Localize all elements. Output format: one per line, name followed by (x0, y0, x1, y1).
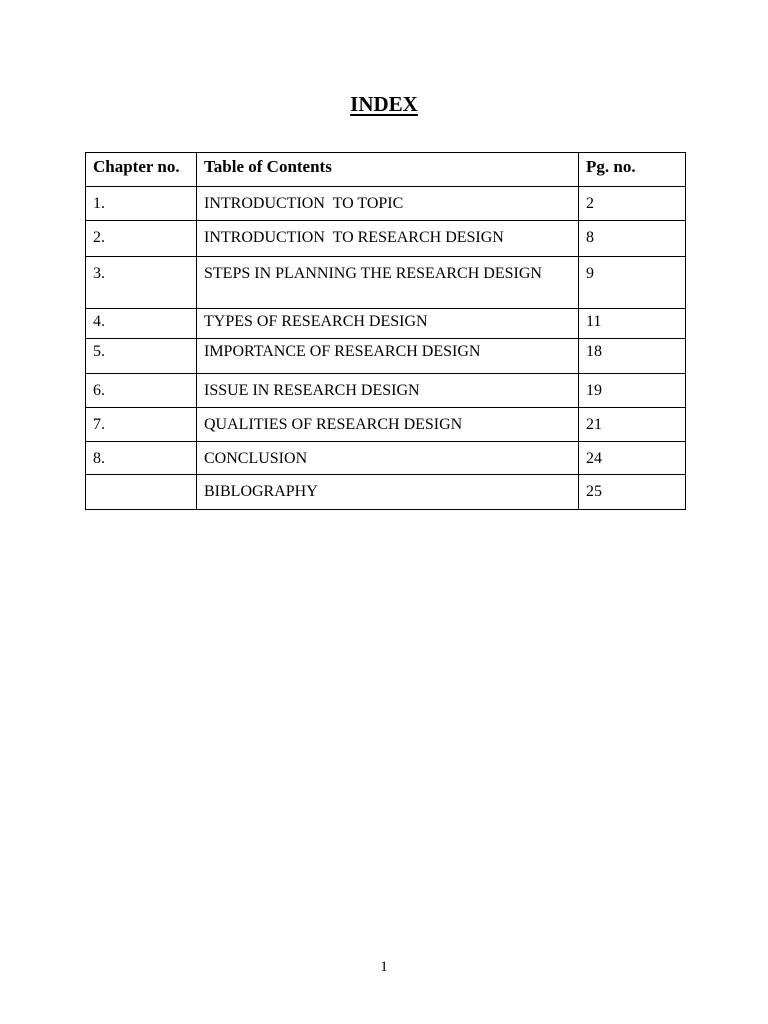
header-chapter-no: Chapter no. (86, 153, 197, 187)
chapter-number: 6. (86, 374, 197, 408)
chapter-number: 4. (86, 309, 197, 339)
table-row (86, 221, 686, 257)
chapter-number: 7. (86, 408, 197, 442)
page-title: INDEX (350, 92, 418, 116)
chapter-page: 25 (579, 475, 686, 510)
chapter-page: 2 (579, 187, 686, 221)
chapter-page: 24 (579, 442, 686, 475)
chapter-title: INTRODUCTION TO RESEARCH DESIGN (197, 221, 579, 257)
index-table (85, 152, 686, 510)
chapter-number (86, 475, 197, 510)
table-row (86, 408, 686, 442)
header-page-no: Pg. no. (579, 153, 686, 187)
chapter-page: 11 (579, 309, 686, 339)
chapter-number: 5. (86, 339, 197, 374)
chapter-page: 21 (579, 408, 686, 442)
chapter-title: INTRODUCTION TO TOPIC (197, 187, 579, 221)
page-number: 1 (380, 959, 388, 975)
table-row (86, 257, 686, 309)
chapter-title: STEPS IN PLANNING THE RESEARCH DESIGN (197, 257, 579, 309)
chapter-number: 1. (86, 187, 197, 221)
table-row (86, 442, 686, 475)
table-row (86, 187, 686, 221)
chapter-title: QUALITIES OF RESEARCH DESIGN (197, 408, 579, 442)
chapter-page: 9 (579, 257, 686, 309)
chapter-title: CONCLUSION (197, 442, 579, 475)
chapter-title: ISSUE IN RESEARCH DESIGN (197, 374, 579, 408)
chapter-title: TYPES OF RESEARCH DESIGN (197, 309, 579, 339)
table-row (86, 309, 686, 339)
chapter-page: 18 (579, 339, 686, 374)
chapter-number: 2. (86, 221, 197, 257)
table-row (86, 374, 686, 408)
header-table-of-contents: Table of Contents (197, 153, 579, 187)
table-header-row (86, 153, 686, 187)
chapter-number: 8. (86, 442, 197, 475)
chapter-page: 8 (579, 221, 686, 257)
chapter-title: IMPORTANCE OF RESEARCH DESIGN (197, 339, 579, 374)
chapter-title: BIBLOGRAPHY (197, 475, 579, 510)
table-row (86, 339, 686, 374)
chapter-page: 19 (579, 374, 686, 408)
chapter-number: 3. (86, 257, 197, 309)
table-row (86, 475, 686, 510)
